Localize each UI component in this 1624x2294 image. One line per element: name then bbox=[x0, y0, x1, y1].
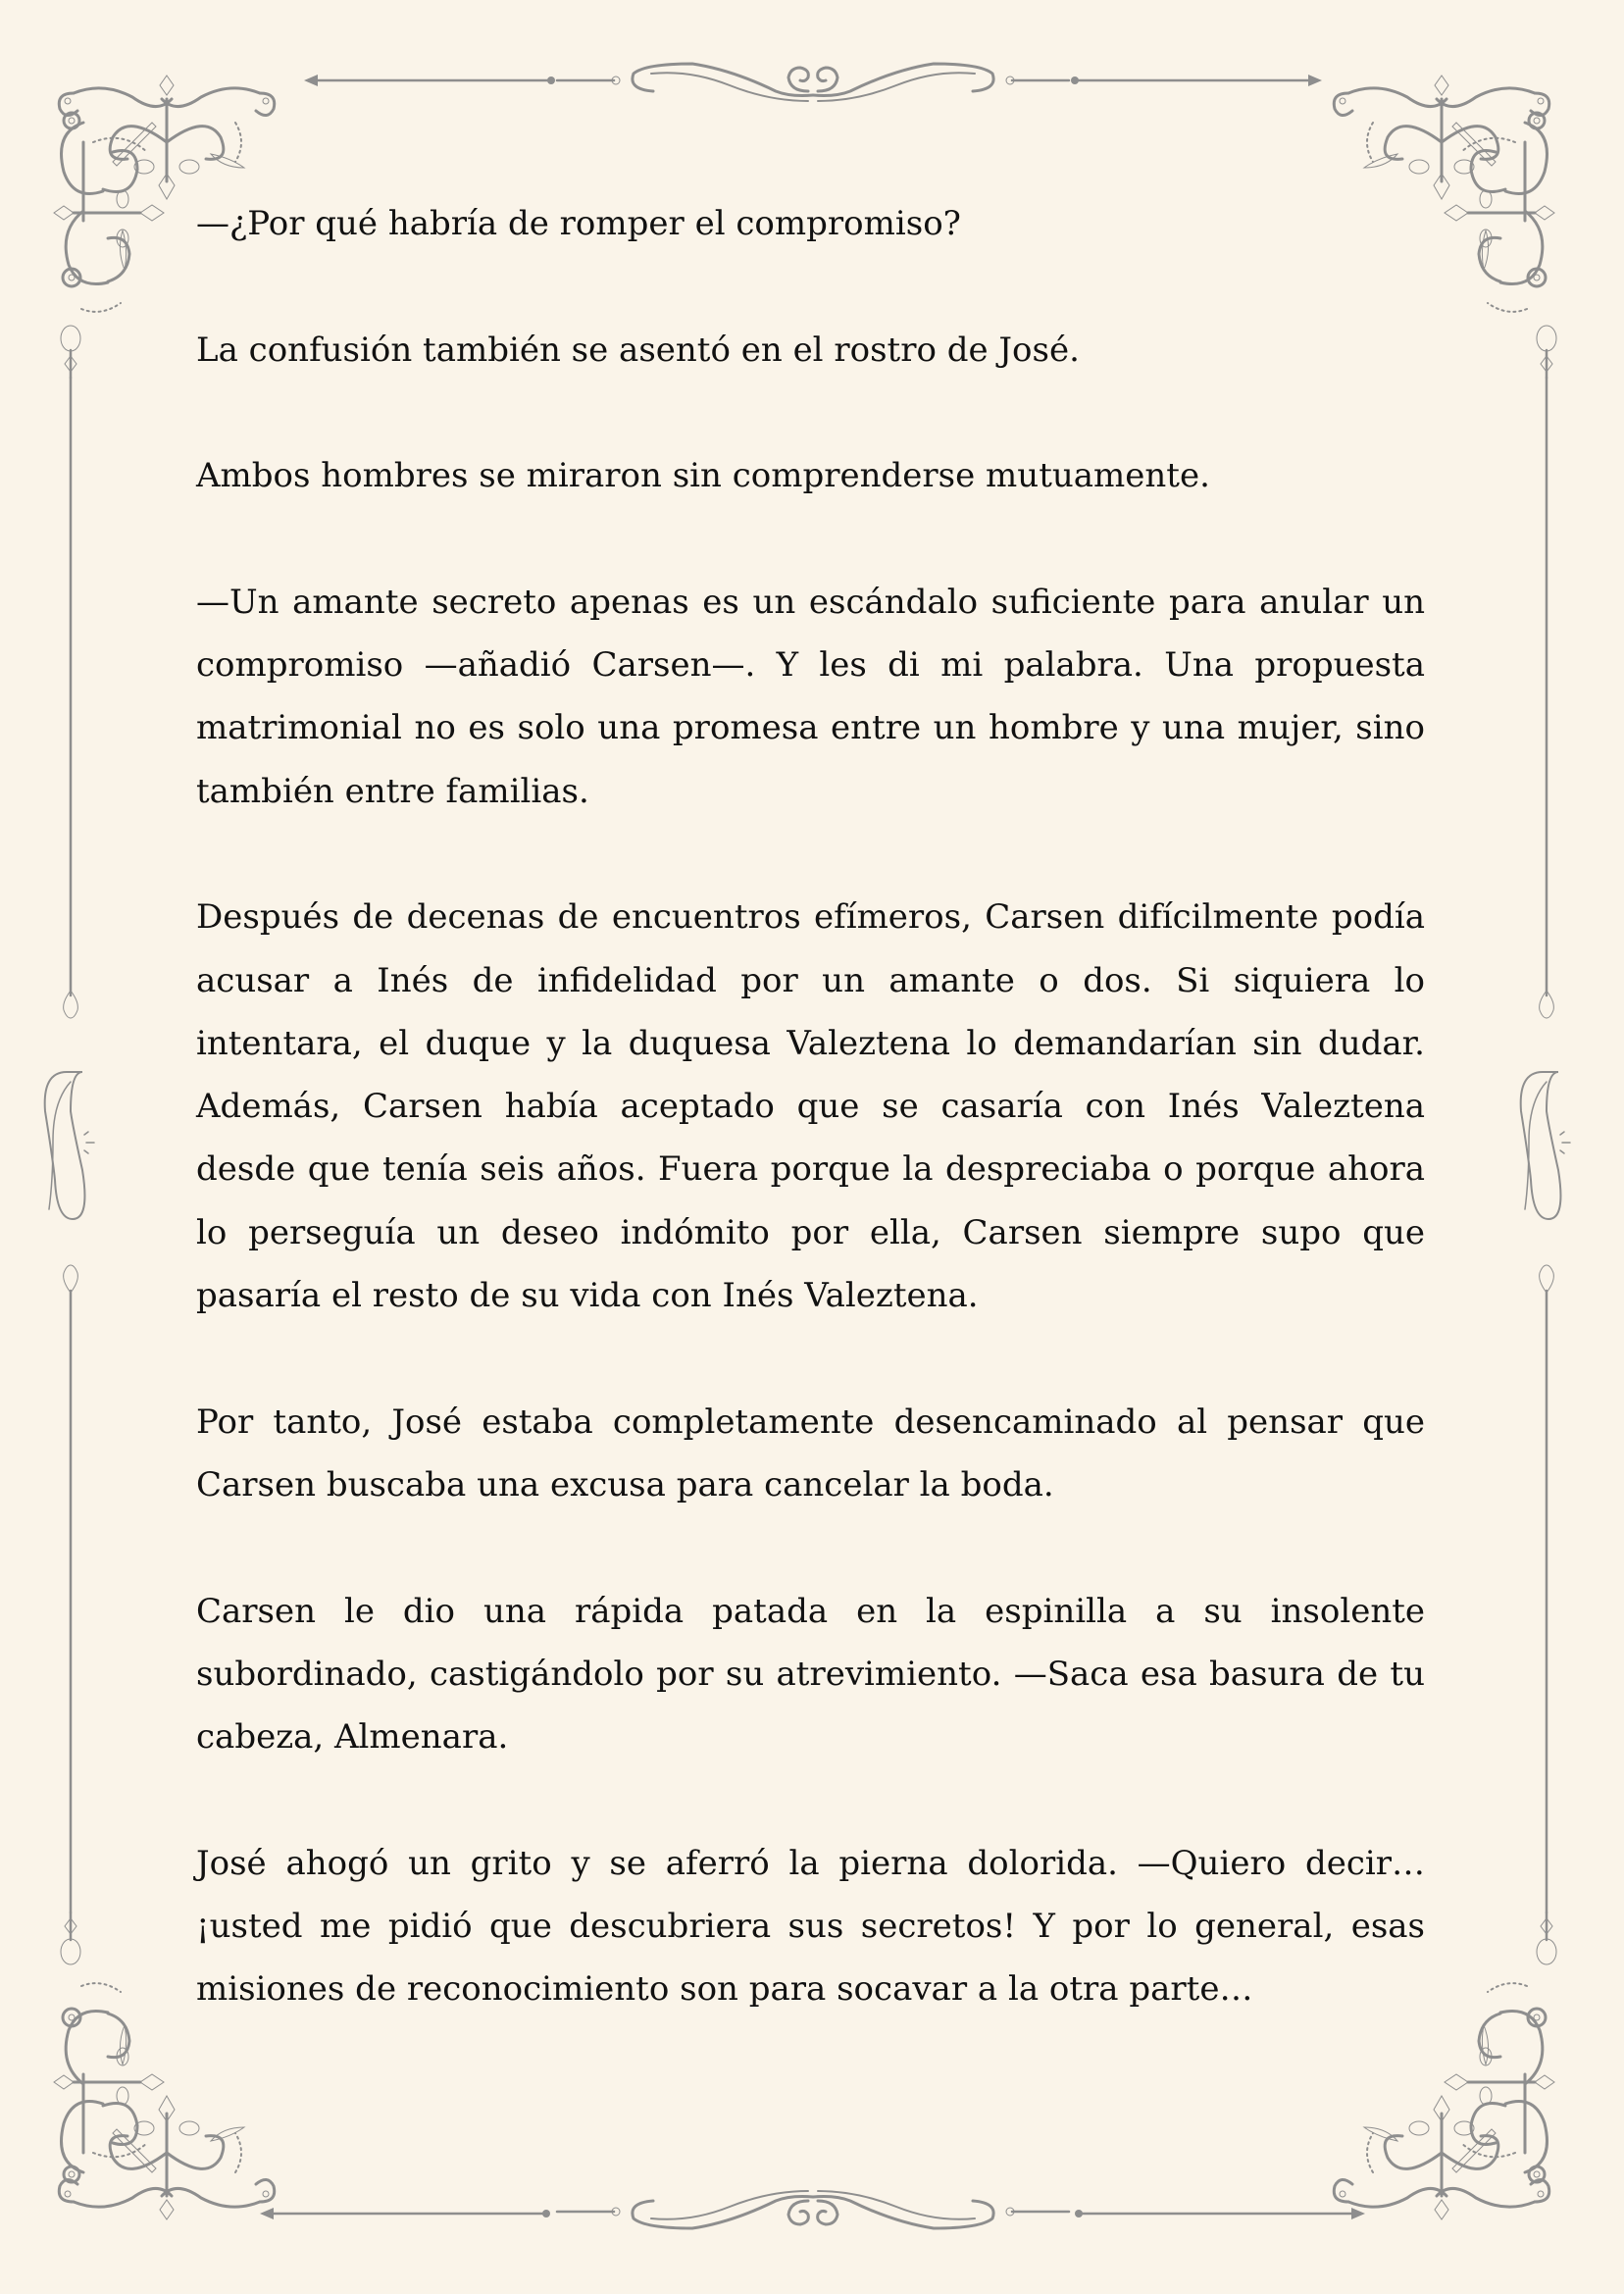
infinity-knot-left bbox=[47, 1072, 106, 1229]
paragraph: Carsen le dio una rápida patada en la espinilla a su insolente subordinado, castigándolo por su atrevimiento. —Saca esa basura de tu cabeza, Almenara. bbox=[196, 1591, 1425, 1758]
bottom-edge-line-right bbox=[1071, 2202, 1365, 2225]
page-body-text bbox=[196, 192, 1425, 2021]
paragraph: Después de decenas de encuentros efímeros, Carsen difícilmente podía acusar a Inés de infidelidad por un amante o dos. Si siquiera lo intentara, el duque y la duquesa Valeztena lo demandarían sin dudar. Además, Carsen había aceptado que se casaría con Inés Valeztena desde que tenía seis años. Fuera porque la despreciaba o porque ahora lo perseguía un deseo indómito por ella, Carsen siempre supo que pasaría el resto de su vida con Inés Valeztena. bbox=[196, 897, 1425, 1316]
paragraph: —¿Por qué habría de romper el compromiso? bbox=[196, 204, 961, 243]
bottom-edge-line-left bbox=[260, 2202, 554, 2225]
left-border-lower bbox=[51, 1265, 90, 1966]
scroll-divider-bottom bbox=[557, 2189, 1069, 2238]
paragraph: —Un amante secreto apenas es un escándalo suficiente para anular un compromiso —añadió Carsen—. Y les di mi palabra. Una propuesta matrimonial no es solo una promesa entre un hombre y una mujer, sino también entre familias. bbox=[196, 582, 1425, 811]
right-border-lower bbox=[1527, 1265, 1566, 1966]
top-edge-line-left bbox=[304, 69, 559, 92]
left-border-upper bbox=[51, 329, 90, 1025]
scroll-divider-top bbox=[557, 54, 1069, 103]
right-border-upper bbox=[1527, 329, 1566, 1025]
infinity-knot-right bbox=[1523, 1072, 1582, 1229]
top-edge-line-right bbox=[1067, 69, 1322, 92]
paragraph: José ahogó un grito y se aferró la pierna dolorida. —Quiero decir… ¡usted me pidió que descubriera sus secretos! Y por lo general, esas misiones de reconocimiento son para socavar a la otra parte… bbox=[196, 1843, 1425, 2010]
paragraph: La confusión también se asentó en el rostro de José. bbox=[196, 330, 1080, 370]
paragraph: Ambos hombres se miraron sin comprenderse mutuamente. bbox=[196, 456, 1210, 496]
paragraph: Por tanto, José estaba completamente desencaminado al pensar que Carsen buscaba una excusa para cancelar la boda. bbox=[196, 1402, 1425, 1504]
